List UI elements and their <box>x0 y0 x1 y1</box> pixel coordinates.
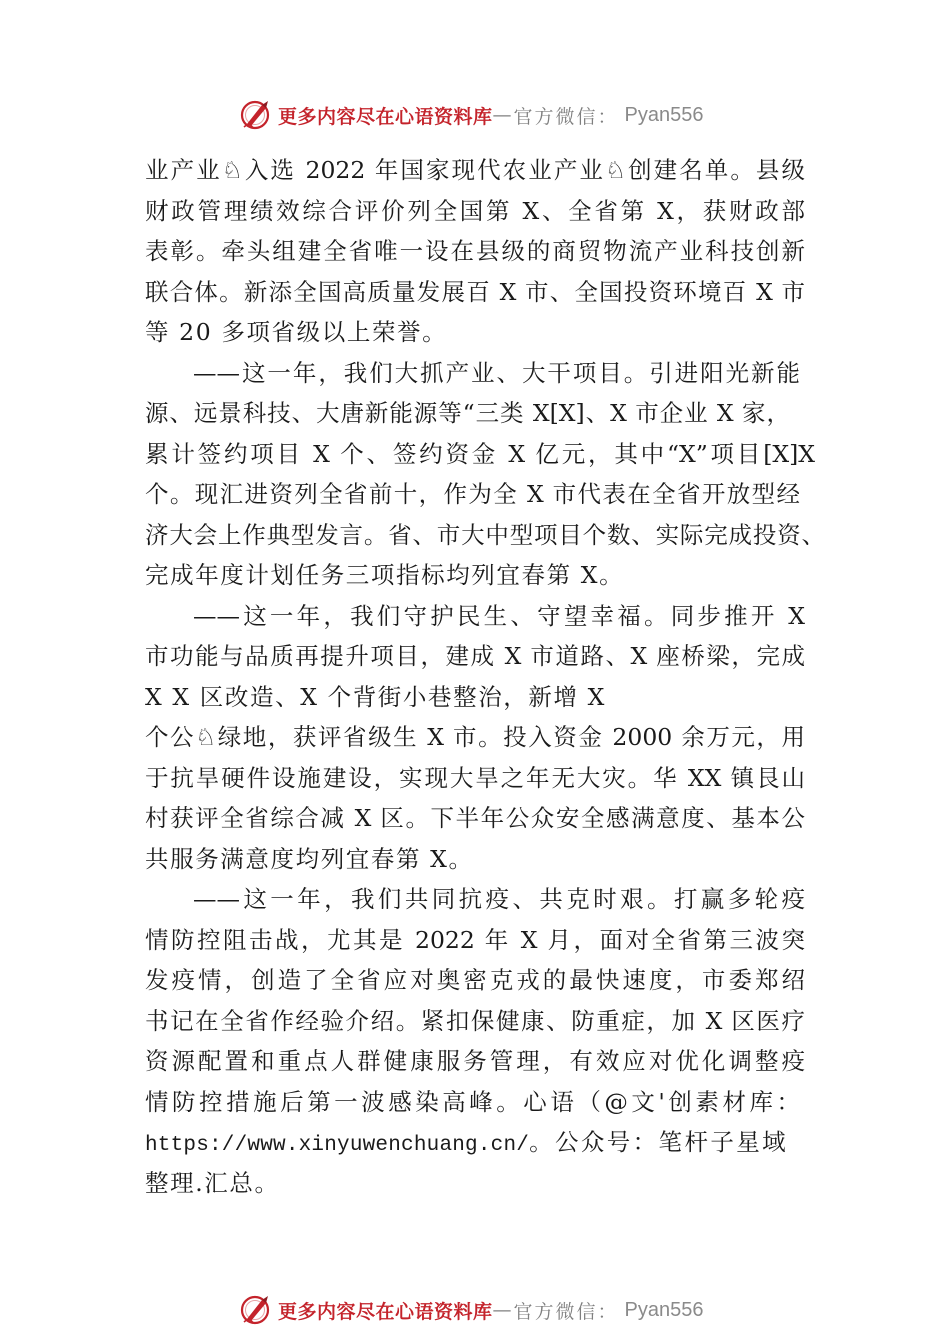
url-line-rest: 。公众号：笔杆子星域 <box>529 1128 789 1156</box>
pen-seal-icon <box>238 1292 274 1328</box>
text-line: 财政管理绩效综合评价列全国第 X、全省第 X，获财政部 <box>145 196 805 225</box>
text-line: 整理.汇总。 <box>145 1168 280 1197</box>
text-line: 表彰。牵头组建全省唯一设在县级的商贸物流产业科技创新 <box>145 237 805 265</box>
text-line: 情防控措施后第一波感染高峰。心语（@文'创素材库： <box>145 1087 800 1116</box>
text-line: X X 区改造、X 个背街小巷整治，新增 X <box>145 682 606 711</box>
paragraph-first-line: ——这一年，我们共同抗疫、共克时艰。打赢多轮疫 <box>193 885 805 913</box>
text-line: 资源配置和重点人群健康服务管理，有效应对优化调整疫 <box>145 1047 805 1075</box>
header-wechat-label: 官方微信： <box>513 105 619 128</box>
text-line: 联合体。新添全国高质量发展百 X 市、全国投资环境百 X 市 <box>145 277 805 306</box>
text-line: 共服务满意度均列宜春第 X。 <box>145 844 474 873</box>
text-line: 源、远景科技、大唐新能源等“三类 X[X]、X 市企业 X 家， <box>145 399 790 427</box>
text-line: 市功能与品质再提升项目，建成 X 市道路、X 座桥梁，完成 <box>145 642 805 670</box>
source-url: https://www.xinyuwenchuang.cn/ <box>145 1134 530 1157</box>
text-line: 个。现汇进资列全省前十，作为全 X 市代表在全省开放型经 <box>145 480 800 508</box>
paragraph-first-line: ——这一年，我们大抓产业、大干项目。引进阳光新能 <box>193 358 800 387</box>
text-line: 书记在全省作经验介绍。紧扣保健康、防重症，加 X 区医疗 <box>145 1006 805 1035</box>
footer-separator: — <box>492 1299 514 1321</box>
header-wechat-id: Pyan556 <box>624 103 704 126</box>
pen-seal-icon <box>238 97 274 133</box>
footer-wechat-label: 官方微信： <box>513 1300 619 1323</box>
footer-banner <box>238 1292 704 1328</box>
header-banner <box>238 97 704 133</box>
url-line <box>145 1122 825 1163</box>
body-text <box>145 150 825 1203</box>
footer-wechat-id: Pyan556 <box>624 1298 704 1321</box>
header-separator: — <box>492 104 514 126</box>
text-line: 情防控阻击战，尤其是 2022 年 X 月，面对全省第三波突 <box>145 925 805 954</box>
text-line: 完成年度计划任务三项指标均列宜春第 X。 <box>145 561 625 589</box>
paragraph-first-line: ——这一年，我们守护民生、守望幸福。同步推开 X <box>193 601 805 630</box>
text-line: 发疫情，创造了全省应对奥密克戎的最快速度，市委郑绍 <box>145 966 805 994</box>
text-line: 业产业♘入选 2022 年国家现代农业产业♘创建名单。县级 <box>145 156 805 184</box>
text-line: 累计签约项目 X 个、签约资金 X 亿元，其中“X”项目[X]X <box>145 439 815 468</box>
text-line: 等 20 多项省级以上荣誉。 <box>145 318 448 346</box>
header-brand-text: 更多内容尽在心语资料库 <box>278 105 493 128</box>
footer-brand-text: 更多内容尽在心语资料库 <box>278 1300 493 1323</box>
text-line: 个公♘绿地，获评省级生 X 市。投入资金 2000 余万元，用 <box>145 723 805 751</box>
text-line: 村获评全省综合减 X 区。下半年公众安全感满意度、基本公 <box>145 804 805 832</box>
text-line: 济大会上作典型发言。省、市大中型项目个数、实际完成投资、 <box>145 520 825 549</box>
text-line: 于抗旱硬件设施建设，实现大旱之年无大灾。华 XX 镇艮山 <box>145 763 805 792</box>
